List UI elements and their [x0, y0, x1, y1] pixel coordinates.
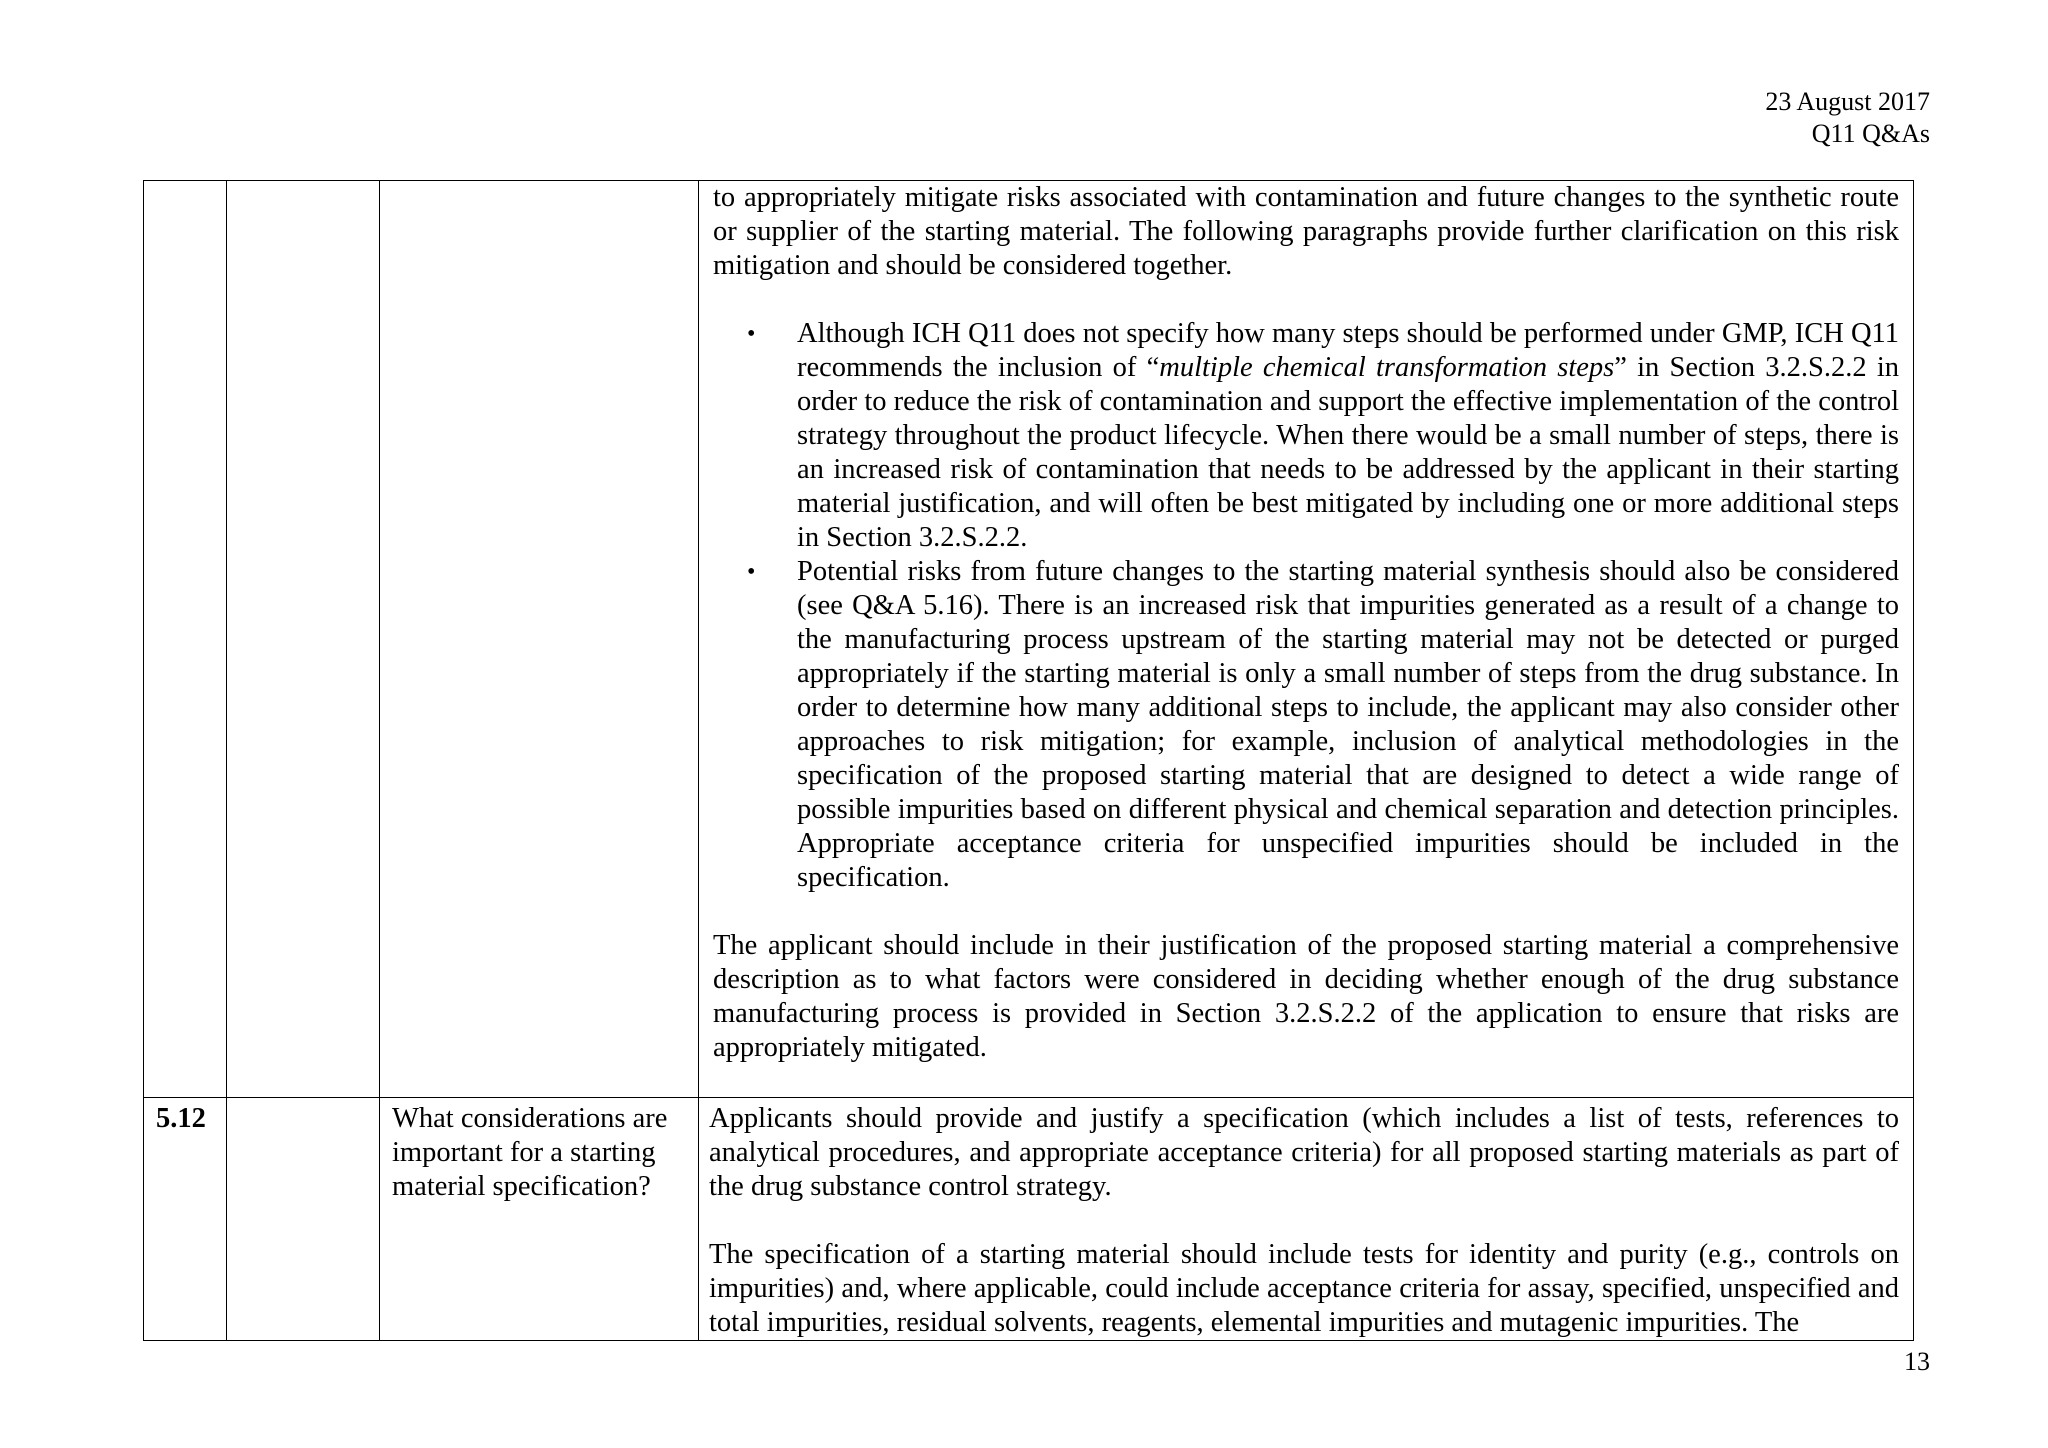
cell-category — [227, 181, 380, 1098]
bullet-italic-term: multiple chemical transformation steps — [1159, 352, 1615, 383]
cell-question — [380, 181, 699, 1098]
bullet-text-part: ” in Section 3.2.S.2.2 in order to reduce the risk of contamination and support the effective implementation of the control strategy throughout the product lifecycle. When there would be a small number of steps, there is an increased risk of contamination that needs to be addressed by the applicant in their starting material justification, and will often be best mitigated by including one or more additional steps in Section 3.2.S.2.2. — [797, 352, 1899, 553]
answer-paragraph: Applicants should provide and justify a specification (which includes a list of tests, references to analytical procedures, and appropriate acceptance criteria) for all proposed starting materials as part of the drug substance control strategy. — [709, 1103, 1899, 1202]
question-number: 5.12 — [156, 1103, 206, 1134]
cell-number — [144, 181, 227, 1098]
answer-paragraph: to appropriately mitigate risks associated with contamination and future changes to the synthetic route or supplier of the starting material. The following paragraphs provide further clarification on this risk mitigation and should be considered together. — [713, 182, 1899, 281]
bullet-icon: • — [747, 321, 756, 347]
bullet-icon: • — [747, 559, 756, 585]
answer-body — [699, 181, 1913, 1065]
category-text — [227, 1098, 379, 1100]
answer-paragraph: The applicant should include in their justification of the proposed starting material a comprehensive description as to what factors were considered in deciding whether enough of the drug substance manufacturing process is provided in Section 3.2.S.2.2 of the application to ensure that risks are appropriately mitigated. — [713, 930, 1899, 1063]
category-text — [227, 181, 379, 183]
table-row-5-12 — [144, 1098, 1914, 1341]
question-text: What considerations are important for a starting material specification? — [392, 1103, 668, 1202]
header-date: 23 August 2017 — [1765, 87, 1930, 116]
bullet-item — [747, 555, 1899, 895]
page-header — [1765, 86, 1930, 150]
bullet-text-part: Although ICH Q11 does not specify how many steps should be performed under GMP, ICH Q11 recommends the inclusion of “ — [797, 318, 1899, 383]
bullet-text-part: Potential risks from future changes to the starting material synthesis should also be considered (see Q&A 5.16). There is an increased risk that impurities generated as a result of a change to the manufacturing process upstream of the starting material may not be detected or purged appropriately if the starting material is only a small number of steps from the drug substance. In order to determine how many additional steps to include, the applicant may also consider other approaches to risk mitigation; for example, inclusion of analytical methodologies in the specification of the proposed starting material that are designed to detect a wide range of possible impurities based on different physical and chemical separation and detection principles. Appropriate acceptance criteria for unspecified impurities should be included in the specification. — [797, 556, 1899, 893]
cell-question — [380, 1098, 699, 1341]
page-number: 13 — [1904, 1347, 1930, 1376]
answer-body — [699, 1098, 1913, 1340]
header-doc-title: Q11 Q&As — [1811, 119, 1930, 148]
cell-answer — [699, 181, 1914, 1098]
cell-category — [227, 1098, 380, 1341]
table-row-continued — [144, 181, 1914, 1098]
cell-answer — [699, 1098, 1914, 1341]
answer-paragraph: The specification of a starting material should include tests for identity and purity (e.g., controls on impurities) and, where applicable, could include acceptance criteria for assay, specified, unspecified and total impurities, residual solvents, reagents, elemental impurities and mutagenic impurities. The — [709, 1239, 1899, 1338]
question-number — [144, 181, 226, 185]
question-text — [380, 181, 698, 185]
bullet-item — [747, 317, 1899, 555]
cell-number — [144, 1098, 227, 1341]
bullet-list — [713, 317, 1899, 895]
qa-table — [143, 180, 1914, 1341]
